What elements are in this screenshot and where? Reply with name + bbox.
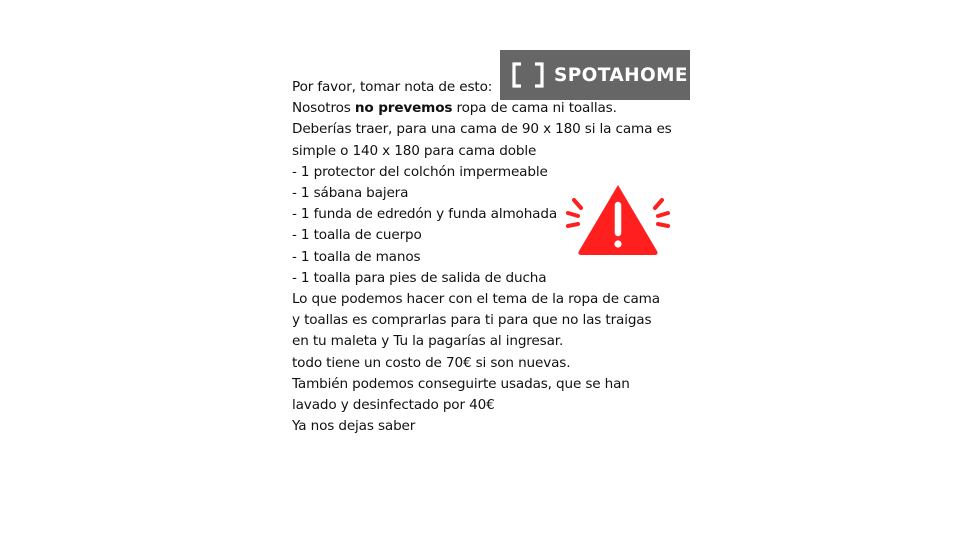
notice-price-new: todo tiene un costo de 70€ si son nuevas.: [292, 354, 571, 371]
notice-emphasis: no prevemos: [354, 100, 453, 117]
notice-line: en tu maleta y Tu la pagarías al ingresar.: [292, 333, 564, 350]
notice-line-prefix: Nosotros: [292, 100, 355, 117]
notice-list-item: - 1 sábana bajera: [292, 185, 409, 202]
notice-closing: Ya nos dejas saber: [292, 418, 416, 435]
notice-line-suffix: ropa de cama ni toallas.: [452, 100, 617, 117]
bracket-icon: [512, 62, 544, 88]
notice-intro: Por favor, tomar nota de esto:: [292, 79, 493, 95]
notice-price-used: lavado y desinfectado por 40€: [292, 397, 495, 414]
notice-line: Deberías traer, para una cama de 90 x 180 si la cama es: [292, 121, 672, 138]
notice-list-item: - 1 protector del colchón impermeable: [292, 163, 548, 180]
notice-line: y toallas es comprarlas para ti para que no las traigas: [292, 312, 652, 329]
notice-line: También podemos conseguirte usadas, que se han: [292, 375, 630, 392]
logo-text: SPOTAHOME: [554, 64, 688, 86]
notice-list-item: - 1 toalla de cuerpo: [292, 227, 422, 244]
spotahome-logo: [500, 50, 690, 100]
warning-triangle-icon: [562, 178, 674, 260]
notice-line: Lo que podemos hacer con el tema de la ropa de cama: [292, 291, 660, 308]
notice-line: simple o 140 x 180 para cama doble: [292, 142, 537, 159]
notice-list-item: - 1 toalla para pies de salida de ducha: [292, 269, 547, 286]
notice-list-item: - 1 funda de edredón y funda almohada: [292, 206, 558, 223]
notice-list-item: - 1 toalla de manos: [292, 248, 421, 265]
notice-no-linen-line: [292, 98, 692, 119]
